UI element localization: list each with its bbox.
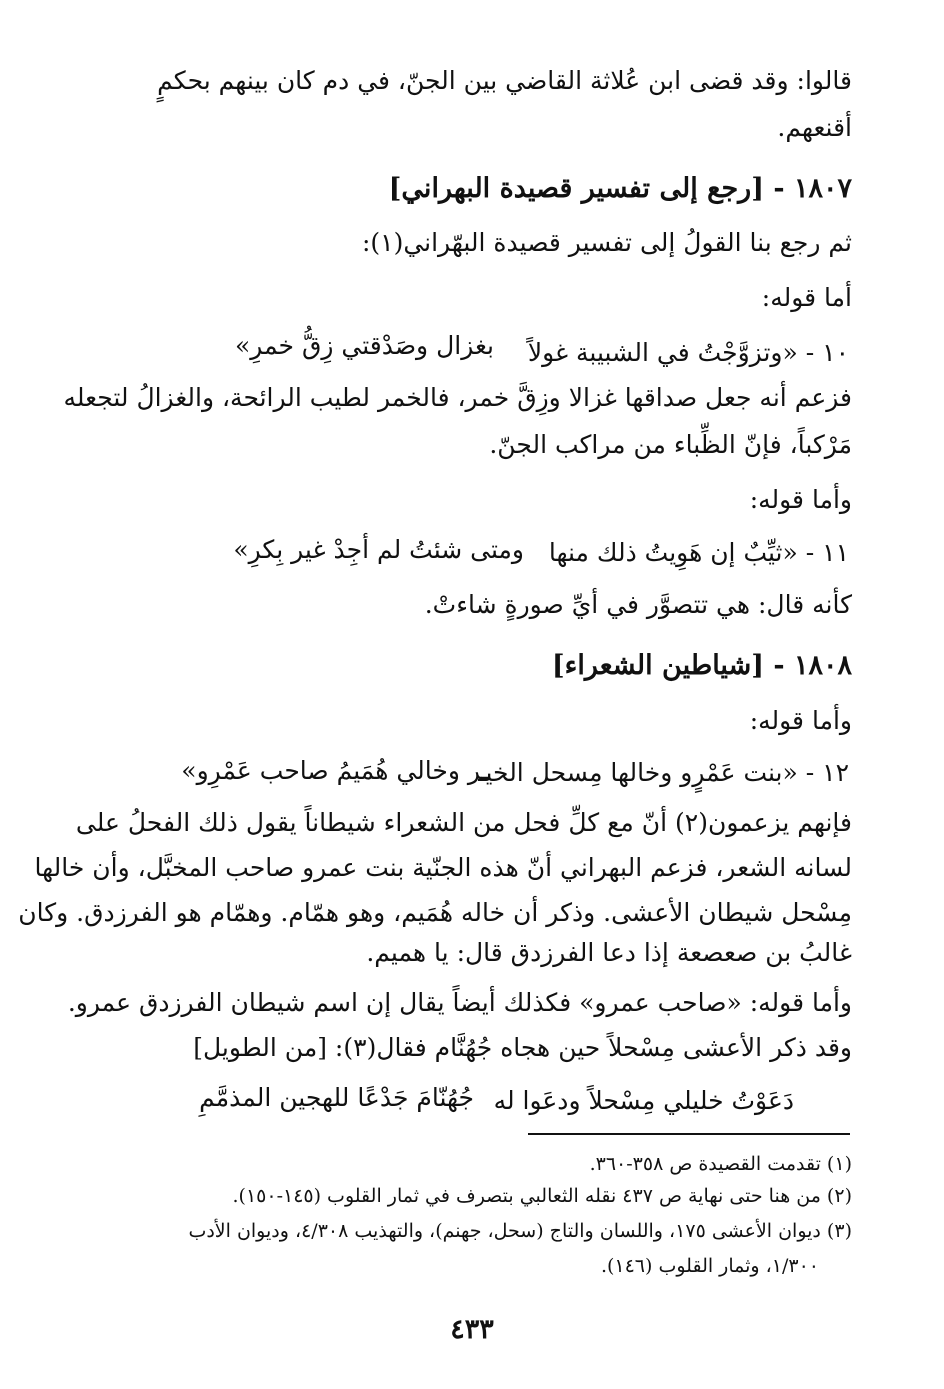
footnote-divider bbox=[528, 1133, 850, 1135]
paragraph-line: مَرْكباً، فإنّ الظِّباء من مراكب الجنّ. bbox=[489, 430, 852, 459]
footnote: (١) تقدمت القصيدة ص ٣٥٨-٣٦٠. bbox=[589, 1153, 852, 1175]
footnote: (٣) ديوان الأعشى ١٧٥، واللسان والتاج (سحل، جهنم)، والتهذيب ٤/٣٠٨، وديوان الأدب bbox=[188, 1220, 852, 1242]
paragraph-line: وأما قوله: bbox=[749, 706, 852, 735]
paragraph-line: وأما قوله: bbox=[749, 485, 852, 514]
verse-hemistich-first: ١٢ - «بنت عَمْرٍو وخالها مِسحل الخيـ bbox=[478, 758, 849, 787]
verse-hemistich-second: جُهُنّامَ جَدْعًا للهجين المذمَّمِ bbox=[199, 1083, 474, 1112]
verse-hemistich-first: ١١ - «ثيِّبٌ إن هَوِيتُ ذلك منها bbox=[548, 538, 849, 567]
footnote-continuation: ١/٣٠٠، وثمار القلوب (١٤٦). bbox=[600, 1255, 819, 1277]
paragraph-line: وقد ذكر الأعشى مِسْحلاً حين هجاه جُهُنَّام فقال(٣): [من الطويل] bbox=[193, 1033, 852, 1062]
page-number: ٤٣٣ bbox=[450, 1314, 494, 1345]
paragraph-line: فإنهم يزعمون(٢) أنّ مع كلِّ فحل من الشعراء شيطاناً يقول ذلك الفحلُ على bbox=[75, 808, 852, 837]
paragraph-line: لسانه الشعر، فزعم البهراني أنّ هذه الجنّية بنت عمرو صاحب المخبَّل، وأن خالها bbox=[34, 853, 852, 882]
footnote: (٢) من هنا حتى نهاية ص ٤٣٧ نقله الثعالبي بتصرف في ثمار القلوب (١٤٥-١٥٠). bbox=[232, 1185, 852, 1207]
paragraph-line: غالبُ بن صعصعة إذا دعا الفرزدق قال: يا هميم. bbox=[366, 938, 852, 967]
paragraph-line: فزعم أنه جعل صداقها غزالا وزِقَّ خمر، فالخمر لطيب الرائحة، والغزالُ لتجعله bbox=[63, 383, 852, 412]
paragraph-line: مِسْحل شيطان الأعشى. وذكر أن خاله هُمَيم، وهو همّام. وهمّام هو الفرزدق. وكان bbox=[18, 898, 852, 927]
section-heading-1807: ١٨٠٧ - [رجع إلى تفسير قصيدة البهراني] bbox=[388, 173, 852, 204]
verse-hemistich-first: دَعَوْتُ خليلي مِسْحلاً ودعَوا له bbox=[493, 1086, 794, 1115]
paragraph-line: كأنه قال: هي تتصوَّر في أيِّ صورةٍ شاءتْ. bbox=[424, 590, 852, 619]
verse-hemistich-first: ١٠ - «وتزوَّجْتُ في الشبيبة غولاً bbox=[527, 338, 849, 367]
verse-hemistich-second: ـر وخالي هُمَيمُ صاحب عَمْرِو» bbox=[181, 756, 489, 785]
paragraph-line: قالوا: وقد قضى ابن عُلاثة القاضي بين الجنّ، في دم كان بينهم بحكمٍ bbox=[157, 66, 852, 95]
section-heading-1808: ١٨٠٨ - [شياطين الشعراء] bbox=[551, 650, 852, 681]
paragraph-line: وأما قوله: «صاحب عمرو» فكذلك أيضاً يقال إن اسم شيطان الفرزدق عمرو. bbox=[67, 988, 852, 1017]
paragraph-line: ثم رجع بنا القولُ إلى تفسير قصيدة البهّراني(١): bbox=[361, 228, 852, 257]
verse-hemistich-second: بغزال وصَدْقتي زِقُّ خمرِ» bbox=[235, 331, 494, 360]
paragraph-line: أما قوله: bbox=[761, 283, 852, 312]
paragraph-line: أقنعهم. bbox=[777, 113, 852, 142]
verse-hemistich-second: ومتى شئتُ لم أجِدْ غير بِكرِ» bbox=[233, 535, 524, 564]
